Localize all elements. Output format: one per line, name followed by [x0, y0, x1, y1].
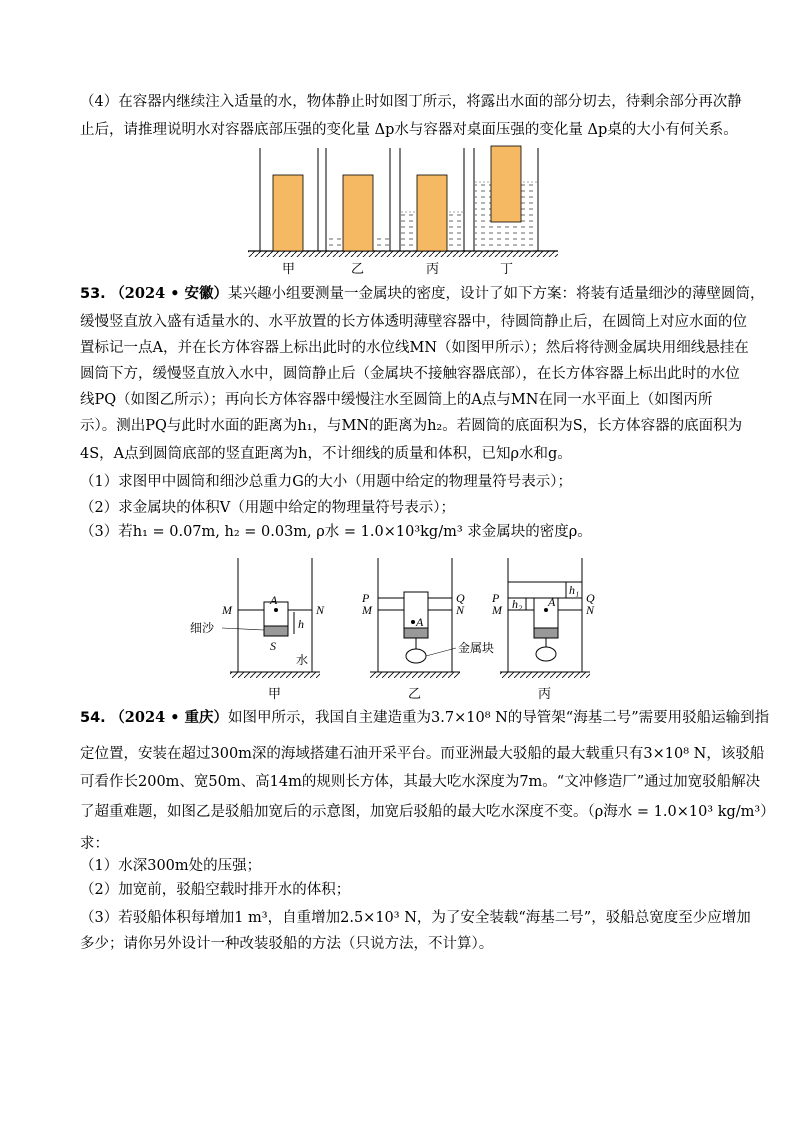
q52-figure	[240, 140, 570, 280]
q52-label-yi: 乙	[351, 262, 365, 277]
q53-fig-jia-N: N	[316, 603, 325, 617]
q54-sub1: （1）水深300m处的压强；	[80, 858, 262, 874]
q53-fig-label-bing: 丙	[538, 686, 552, 701]
q53-text-5: 线PQ（如图乙所示）；再向长方体容器中缓慢注水至圆筒上的A点与MN在同一水平面上（如图丙所	[80, 392, 713, 408]
q53-sub2: （2）求金属块的体积V（用题中给定的物理量符号表示）；	[80, 500, 455, 516]
q53-fig-yi-A: A	[416, 615, 424, 629]
q53-text-2: 缓慢竖直放入盛有适量水的、水平放置的长方体透明薄壁容器中，待圆筒静止后，在圆筒上对应水面的位	[80, 314, 747, 330]
q54-text-4: 了超重难题，如图乙是驳船加宽后的示意图，加宽后驳船的最大吃水深度不变。（ρ海水 = 1.0×10³ kg/m³）	[80, 804, 775, 820]
q53-number: 53.	[80, 286, 106, 302]
q53-fig-yi-Q: Q	[456, 591, 465, 605]
q54-text-2: 定位置，安装在超过300m深的海域搭建石油开采平台。而亚洲最大驳船的最大载重只有3×10⁸ N，该驳船	[80, 746, 765, 762]
q53-text-4: 圆筒下方，缓慢竖直放入水中，圆筒静止后（金属块不接触容器底部），在长方体容器上标出此时的水位	[80, 366, 740, 382]
q53-fig-bing-M: M	[492, 603, 502, 617]
q52-label-ding: 丁	[500, 262, 514, 277]
q53-fig-metal: 金属块	[458, 641, 495, 655]
q53-fig-jia-M: M	[222, 603, 232, 617]
q53-text-6: 示）。测出PQ与此时水面的距离为h₁，与MN的距离为h₂。若圆筒的底面积为S，长方体容器的底面积为	[80, 418, 743, 434]
q52-part4-line2: 止后，请推理说明水对容器底部压强的变化量 Δp水与容器对桌面压强的变化量 Δp桌的大小有何关系。	[80, 122, 738, 138]
q53-fig-jia-S: S	[270, 639, 276, 653]
q53-sub1: （1）求图甲中圆筒和细沙总重力G的大小（用题中给定的物理量符号表示）；	[80, 474, 573, 490]
q53-fig-bing-A: A	[548, 595, 556, 609]
q53-fig-bing-h2: h₂	[512, 597, 523, 611]
q53-line1	[80, 284, 765, 304]
q54-source: （2024 • 重庆）	[110, 709, 229, 726]
q53-fig-water: 水	[296, 653, 309, 667]
q53-source: （2024 • 安徽）	[110, 285, 229, 302]
q53-fig-bing-P: P	[492, 591, 500, 605]
q53-fig-yi-P: P	[362, 591, 370, 605]
q54-sub3-line1: （3）若驳船体积每增加1 m³，自重增加2.5×10³ N，为了安全装载“海基二号”，驳船总宽度至少应增加	[80, 910, 751, 926]
q53-fig-bing-h1: h₁	[569, 583, 580, 597]
q53-fig-label-jia: 甲	[268, 686, 282, 701]
q53-figure	[190, 552, 620, 702]
q54-text-1: 如图甲所示，我国自主建造重为3.7×10⁸ N的导管架“海基二号”需要用驳船运输到指	[228, 710, 770, 726]
q53-text-3: 置标记一点A，并在长方体容器上标出此时的水位线MN（如图甲所示）；然后将待测金属块用细线悬挂在	[80, 340, 749, 356]
q53-text-1: 某兴趣小组要测量一金属块的密度，设计了如下方案：将装有适量细沙的薄壁圆筒，	[228, 286, 765, 302]
q53-fig-label-yi: 乙	[408, 686, 422, 701]
q52-label-jia: 甲	[282, 262, 296, 277]
q53-fig-bing-Q: Q	[586, 591, 595, 605]
q52-part4-line1: （4）在容器内继续注入适量的水，物体静止时如图丁所示，将露出水面的部分切去，待剩余部分再次静	[80, 94, 742, 110]
q54-sub3-line2: 多少；请你另外设计一种改装驳船的方法（只说方法，不计算）。	[80, 936, 494, 952]
q54-text-5: 求：	[80, 836, 109, 852]
q53-text-7: 4S，A点到圆筒底部的竖直距离为h，不计细线的质量和体积，已知ρ水和g。	[80, 446, 572, 462]
q53-fig-yi-M: M	[362, 603, 372, 617]
q53-fig-sand: 细沙	[190, 621, 215, 635]
q54-line1	[80, 708, 769, 728]
q52-label-bing: 丙	[426, 262, 440, 277]
q54-number: 54.	[80, 710, 106, 726]
q54-text-3: 可看作长200m、宽50m、高14m的规则长方体，其最大吃水深度为7m。“文冲修造厂”通过加宽驳船解决	[80, 774, 761, 790]
q53-fig-bing-N: N	[586, 603, 595, 617]
q53-fig-yi-N: N	[456, 603, 465, 617]
q53-fig-jia-h: h	[298, 617, 304, 631]
q53-sub3: （3）若h₁ = 0.07m, h₂ = 0.03m, ρ水 = 1.0×10³kg/m³ 求金属块的密度ρ。	[80, 524, 592, 540]
q53-fig-jia-A: A	[270, 593, 278, 607]
q54-sub2: （2）加宽前，驳船空载时排开水的体积；	[80, 882, 351, 898]
